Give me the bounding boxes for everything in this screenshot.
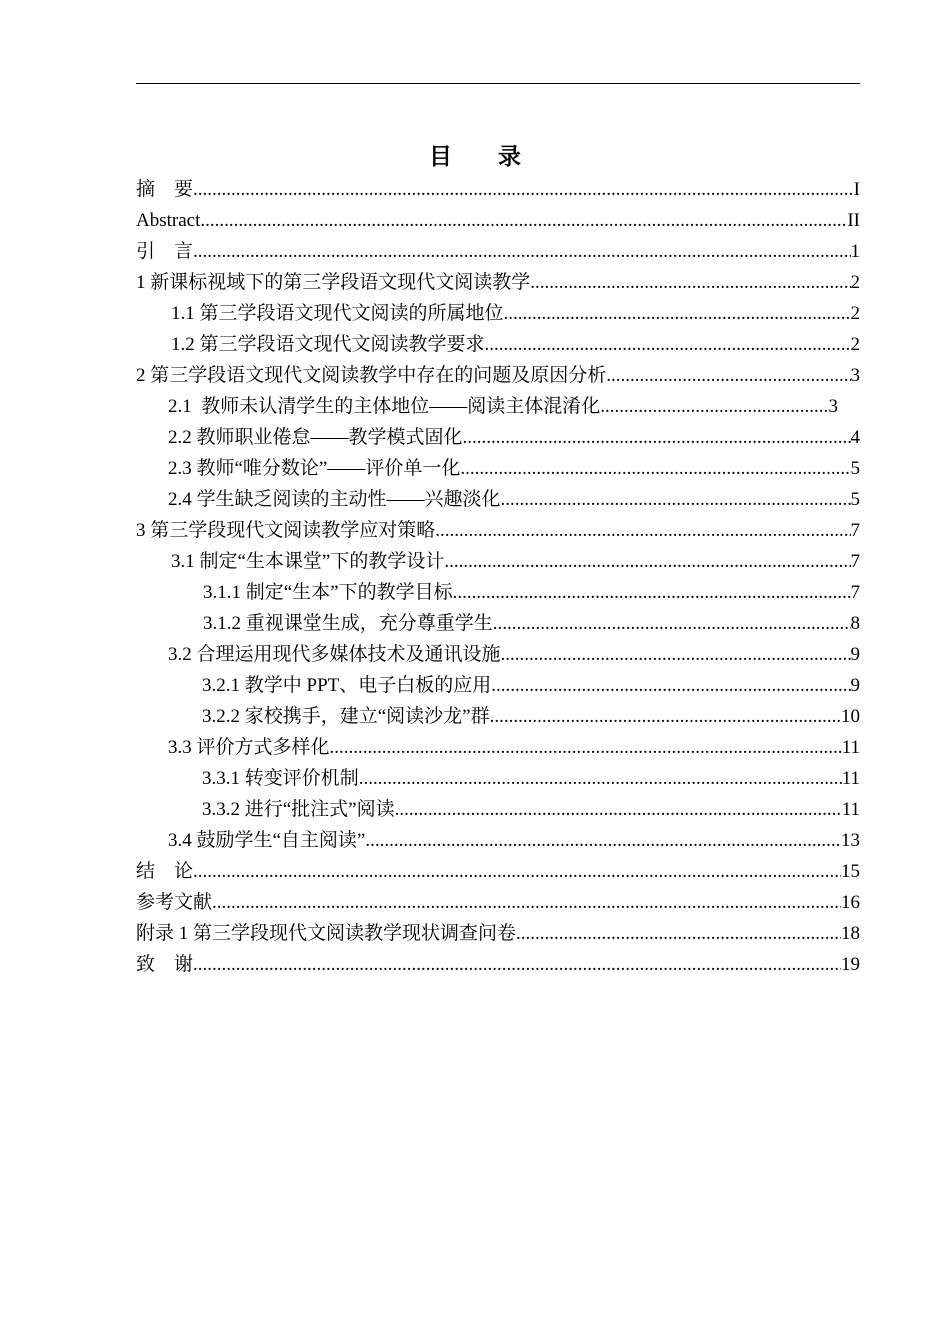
toc-entry-section-3-2-2[interactable] (202, 701, 860, 732)
toc-leader (606, 360, 850, 391)
toc-entry-label: 1.1 第三学段语文现代文阅读的所属地位 (171, 303, 504, 324)
toc-entry-page: 7 (850, 520, 860, 541)
toc-entry-section-3-2-1[interactable] (202, 670, 860, 701)
toc-entry-acknowledgements[interactable] (136, 949, 860, 980)
toc-entry-page: 11 (841, 737, 860, 758)
toc-leader (501, 484, 851, 515)
toc-entry-page: I (853, 179, 860, 200)
toc-entry-label: 参考文献 (136, 892, 213, 913)
toc-leader (490, 701, 841, 732)
toc-leader (365, 825, 841, 856)
toc-entry-page: 15 (841, 861, 860, 882)
toc-leader (501, 639, 851, 670)
toc-entry-conclusion[interactable] (136, 856, 860, 887)
toc-title-char-1: 目 (429, 144, 452, 170)
toc-leader (504, 298, 851, 329)
toc-entry-page: 2 (850, 334, 860, 355)
toc-entry-page: 7 (850, 582, 860, 603)
toc-entry-label: 致 谢 (136, 954, 194, 975)
toc-entry-page: 19 (841, 954, 860, 975)
toc-leader (193, 856, 841, 887)
toc-entry-label: 3.2 合理运用现代多媒体技术及通讯设施 (168, 644, 501, 665)
toc-entry-label: 3 第三学段现代文阅读教学应对策略 (136, 520, 436, 541)
toc-entry-label: 附录 1 第三学段现代文阅读教学现状调查问卷 (136, 923, 517, 944)
toc-leader (444, 546, 850, 577)
toc-entry-label: 3.1 制定“生本课堂”下的教学设计 (171, 551, 445, 572)
toc-leader (453, 577, 851, 608)
toc-entry-label: 3.3.1 转变评价机制 (202, 768, 359, 789)
toc-entry-label: 结 论 (136, 861, 194, 882)
toc-entry-label: 1.2 第三学段语文现代文阅读教学要求 (171, 334, 485, 355)
toc-leader (485, 329, 851, 360)
toc-entry-section-3-3-1[interactable] (202, 763, 860, 794)
toc-entry-page: 2 (850, 272, 860, 293)
header-rule (136, 83, 860, 84)
toc-entry-page: 2 (850, 303, 860, 324)
toc-entry-page: 3 (850, 365, 860, 386)
toc-entry-section-2-2[interactable] (168, 422, 860, 453)
toc-entry-page: 7 (850, 551, 860, 572)
toc-leader (193, 236, 850, 267)
toc-title (0, 140, 950, 174)
toc-entry-label: 摘 要 (136, 179, 194, 200)
toc-entry-label: 3.2.2 家校携手，建立“阅读沙龙”群 (202, 706, 490, 727)
toc-entry-label: 2.3 教师“唯分数论”——评价单一化 (168, 458, 461, 479)
toc-entry-section-1-1[interactable] (171, 298, 860, 329)
toc-leader (395, 794, 842, 825)
toc-entry-page: 16 (841, 892, 860, 913)
toc-entry-label: 3.1.1 制定“生本”下的教学目标 (203, 582, 453, 603)
toc-leader (212, 887, 841, 918)
toc-entry-section-3-4[interactable] (168, 825, 860, 856)
toc-entry-abstract-en[interactable] (136, 205, 860, 236)
toc-entry-label: 2.1 教师未认清学生的主体地位——阅读主体混淆化 (168, 396, 601, 417)
toc-leader (435, 515, 850, 546)
toc-entry-section-3-1[interactable] (171, 546, 860, 577)
toc-leader (193, 949, 841, 980)
toc-entry-label: 2.2 教师职业倦怠——教学模式固化 (168, 427, 463, 448)
toc-entry-page: 11 (841, 799, 860, 820)
toc-entry-section-3-1-2[interactable] (203, 608, 860, 639)
toc-entry-page: 8 (850, 613, 860, 634)
toc-entry-page: 18 (841, 923, 860, 944)
toc-entry-page: 4 (850, 427, 860, 448)
toc-entry-label: 3.3.2 进行“批注式”阅读 (202, 799, 395, 820)
toc-leader (460, 453, 850, 484)
toc-entry-page: 13 (841, 830, 860, 851)
toc-leader (516, 918, 841, 949)
toc-leader (330, 732, 842, 763)
toc-entry-section-3-3[interactable] (168, 732, 860, 763)
toc-entry-page: 5 (850, 489, 860, 510)
toc-entry-page: 1 (850, 241, 860, 262)
toc-entry-page: 9 (850, 675, 860, 696)
toc-entry-label: 3.2.1 教学中 PPT、电子白板的应用 (202, 675, 492, 696)
toc-entry-label: 2.4 学生缺乏阅读的主动性——兴趣淡化 (168, 489, 501, 510)
toc-entry-section-2-4[interactable] (168, 484, 860, 515)
toc-leader (530, 267, 850, 298)
toc-entry-chapter-1[interactable] (136, 267, 860, 298)
toc-entry-page: II (847, 210, 860, 231)
toc-entry-page: 3 (828, 396, 838, 417)
toc-entry-page: 11 (841, 768, 860, 789)
toc-leader (493, 608, 851, 639)
toc-entry-page: 10 (841, 706, 860, 727)
toc-entry-label: Abstract (136, 210, 201, 231)
toc-entry-appendix-1[interactable] (136, 918, 860, 949)
toc-entry-label: 3.1.2 重视课堂生成，充分尊重学生 (203, 613, 493, 634)
toc-entry-introduction[interactable] (136, 236, 860, 267)
toc-leader (491, 670, 850, 701)
toc-entry-page: 9 (850, 644, 860, 665)
toc-leader (200, 205, 847, 236)
toc-entry-section-3-2[interactable] (168, 639, 860, 670)
toc-leader (359, 763, 842, 794)
toc-entry-section-3-3-2[interactable] (202, 794, 860, 825)
toc-entry-label: 2 第三学段语文现代文阅读教学中存在的问题及原因分析 (136, 365, 607, 386)
toc-entry-section-2-3[interactable] (168, 453, 860, 484)
toc-leader (463, 422, 851, 453)
toc-entry-label: 1 新课标视域下的第三学段语文现代文阅读教学 (136, 272, 531, 293)
toc-entry-page: 5 (850, 458, 860, 479)
toc-entry-label: 引 言 (136, 241, 194, 262)
toc-leader (600, 391, 828, 422)
toc-entry-abstract-cn[interactable] (136, 174, 860, 205)
toc-entry-chapter-3[interactable] (136, 515, 860, 546)
toc-entry-label: 3.4 鼓励学生“自主阅读” (168, 830, 366, 851)
toc-entry-chapter-2[interactable] (136, 360, 860, 391)
toc-title-char-2: 录 (498, 144, 521, 170)
toc-entry-references[interactable] (136, 887, 860, 918)
toc-entry-section-3-1-1[interactable] (203, 577, 860, 608)
toc-entry-section-2-1[interactable] (168, 391, 838, 422)
toc-entry-label: 3.3 评价方式多样化 (168, 737, 330, 758)
toc-leader (193, 174, 854, 205)
toc-entry-section-1-2[interactable] (171, 329, 860, 360)
